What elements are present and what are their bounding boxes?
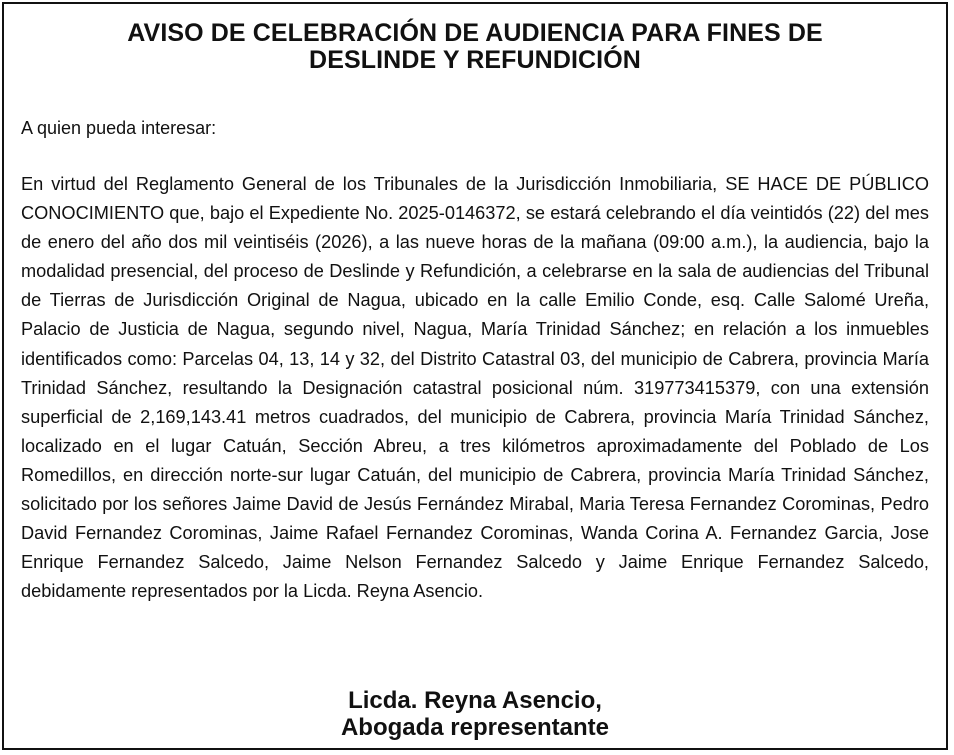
signature-role: Abogada representante xyxy=(340,714,610,741)
notice-title-line-1: AVISO DE CELEBRACIÓN DE AUDIENCIA PARA FINES DE xyxy=(127,19,823,47)
notice-frame xyxy=(2,2,948,750)
notice-title xyxy=(4,20,946,74)
signature-name: Licda. Reyna Asencio, xyxy=(348,687,602,714)
notice-title-line-2: DESLINDE Y REFUNDICIÓN xyxy=(309,46,641,74)
signature-block xyxy=(4,687,946,741)
notice-body: En virtud del Reglamento General de los Tribunales de la Jurisdicción Inmobiliaria, SE HACE DE PÚBLICO CONOCIMIENTO que, bajo el Expediente No. 2025-0146372, se estará celebrando el día veintidós (22) del mes de enero del año dos mil veintiséis (2026), a las nueve horas de la mañana (09:00 a.m.), la audiencia, bajo la modalidad presencial, del proceso de Deslinde y Refundición, a celebrarse en la sala de audiencias del Tribunal de Tierras de Jurisdicción Original de Nagua, ubicado en la calle Emilio Conde, esq. Calle Salomé Ureña, Palacio de Justicia de Nagua, segundo nivel, Nagua, María Trinidad Sánchez; en relación a los inmuebles identificados como: Parcelas 04, 13, 14 y 32, del Distrito Catastral 03, del municipio de Cabrera, provincia María Trinidad Sánchez, resultando la Designación catastral posicional núm. 319773415379, con una extensión superficial de 2,169,143.41 metros cuadrados, del municipio de Cabrera, provincia María Trinidad Sánchez, localizado en el lugar Catuán, Sección Abreu, a tres kilómetros aproximadamente del Poblado de Los Romedillos, en dirección norte-sur lugar Catuán, del municipio de Cabrera, provincia María Trinidad Sánchez, solicitado por los señores Jaime David de Jesús Fernández Mirabal, Maria Teresa Fernandez Corominas, Pedro David Fernandez Corominas, Jaime Rafael Fernandez Corominas, Wanda Corina A. Fernandez Garcia, Jose Enrique Fernandez Salcedo, Jaime Nelson Fernandez Salcedo y Jaime Enrique Fernandez Salcedo, debidamente representados por la Licda. Reyna Asencio. xyxy=(21,174,929,602)
salutation: A quien pueda interesar: xyxy=(21,118,217,138)
